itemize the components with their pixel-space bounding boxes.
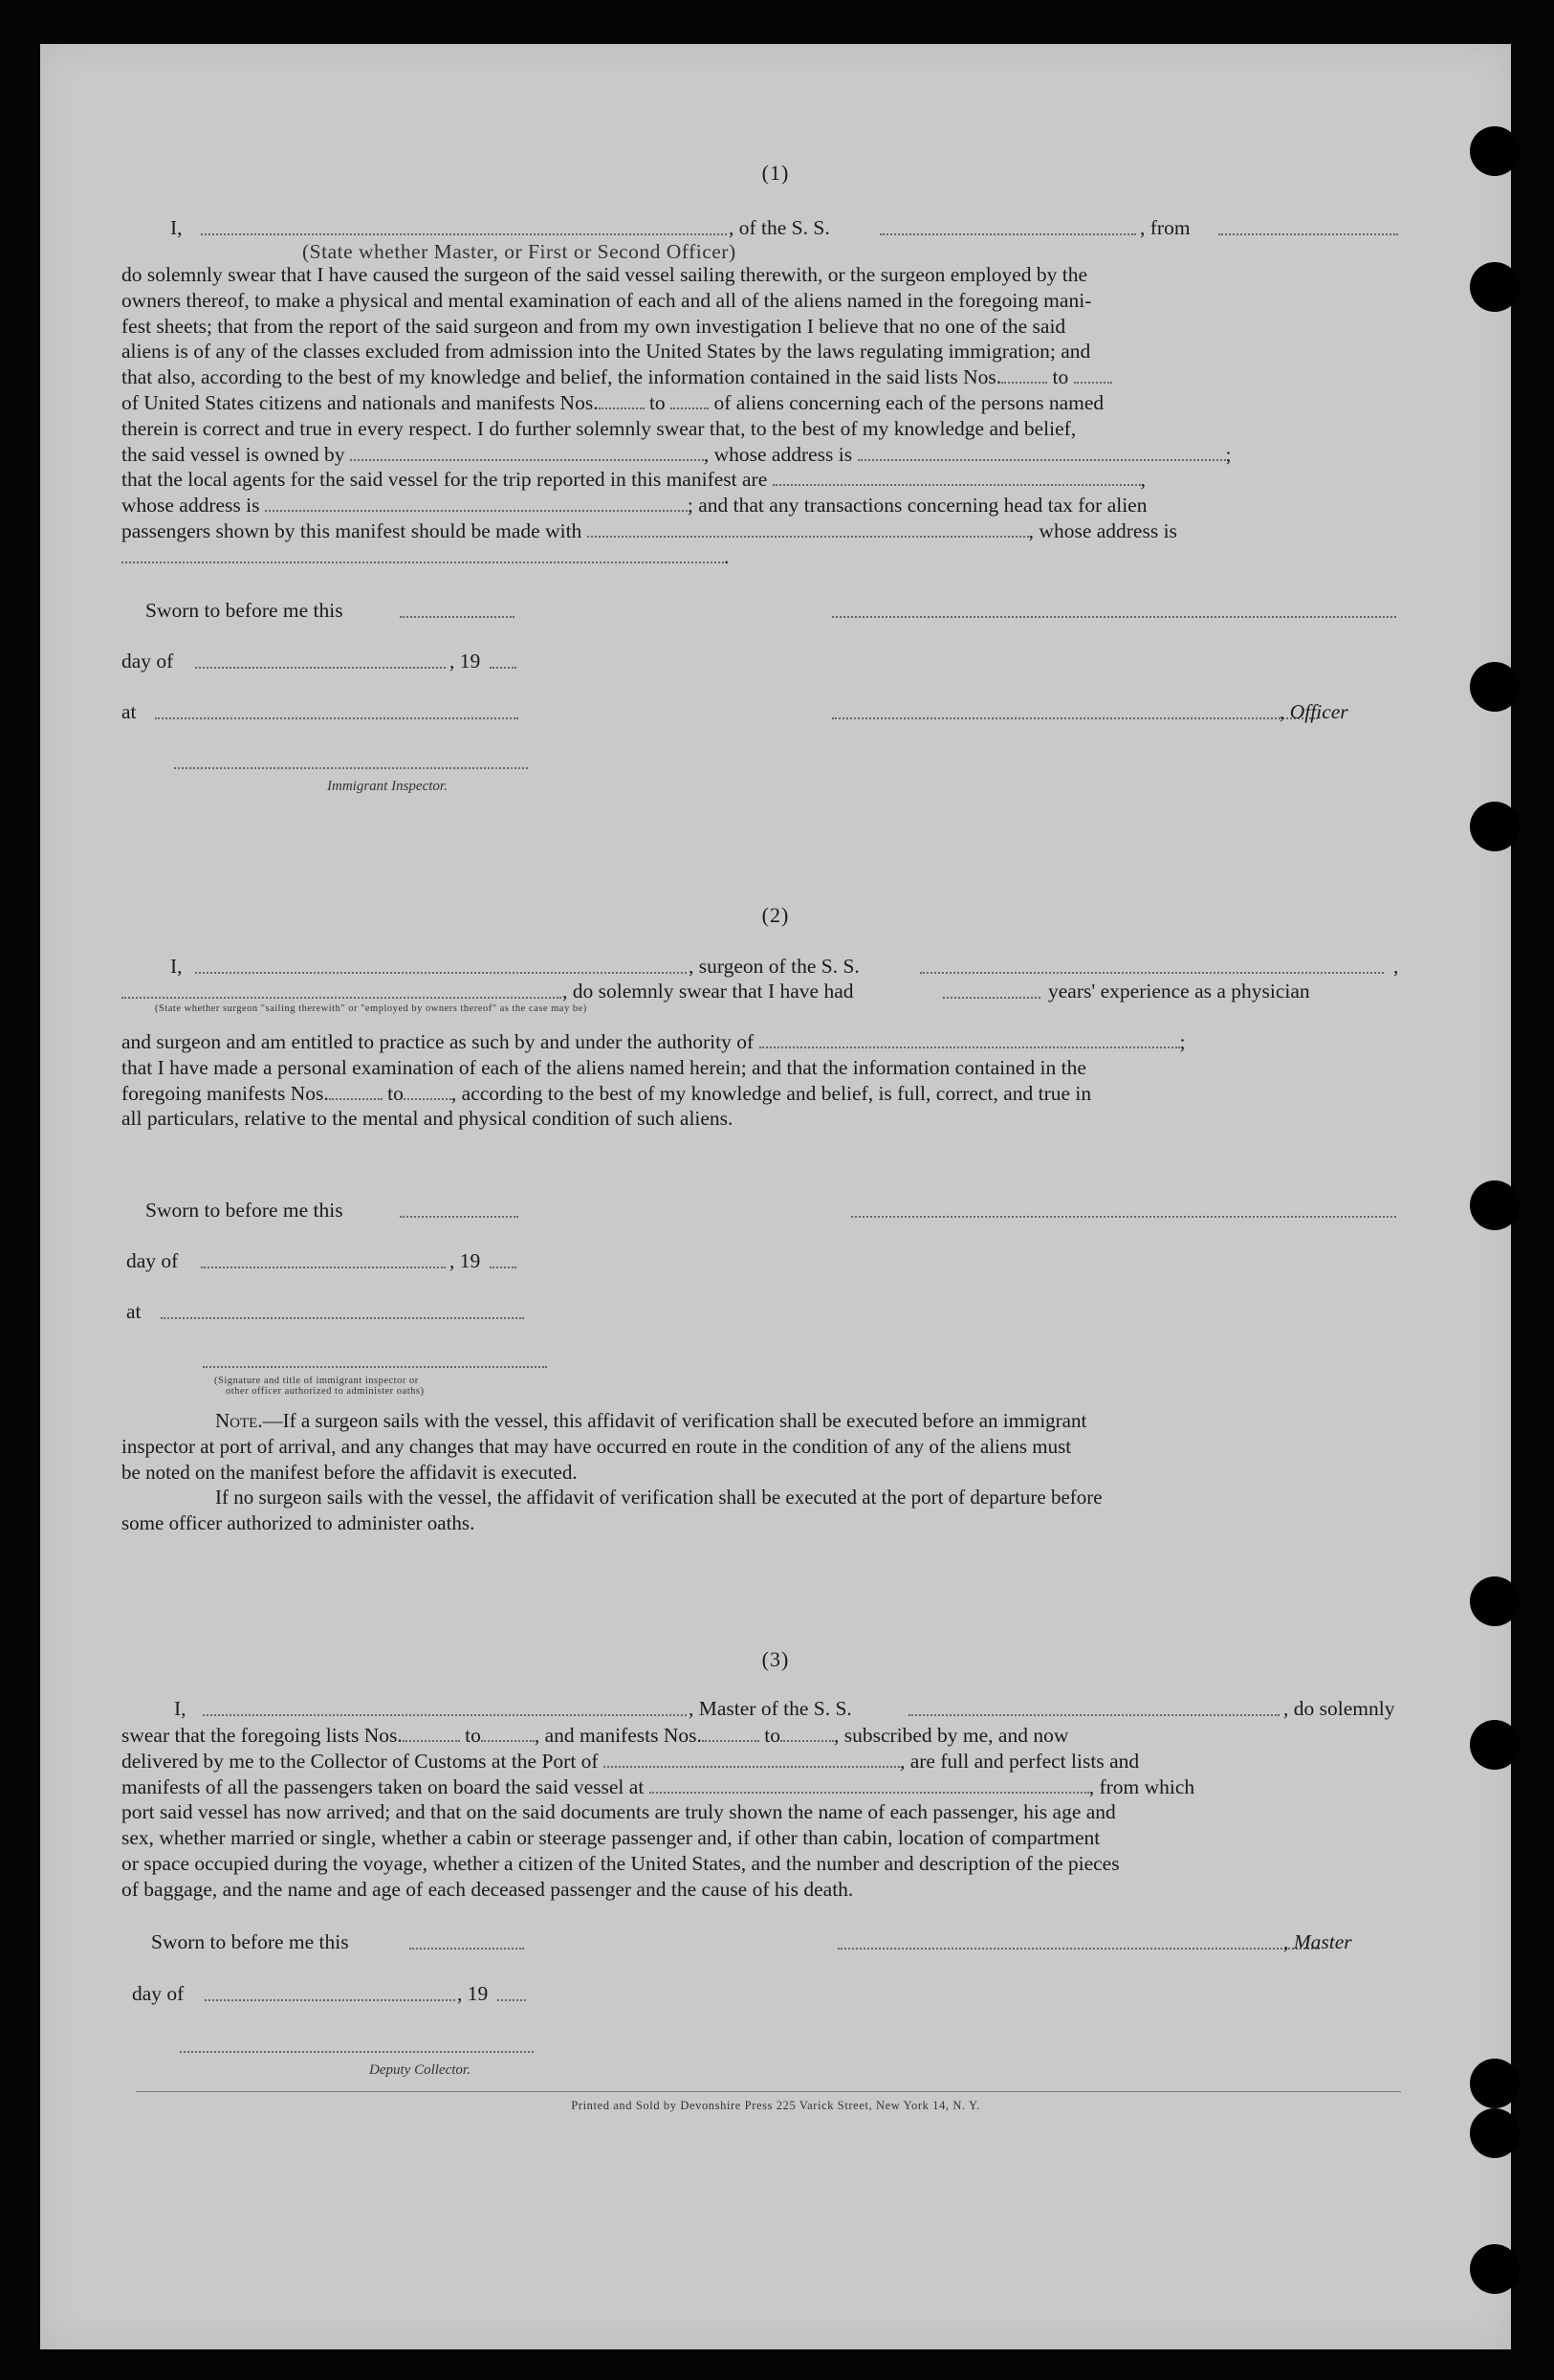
s1-from: , from — [1140, 216, 1191, 239]
s1-manifests-to-field[interactable] — [670, 392, 709, 409]
s2-surgeon-of: , surgeon of the S. S. — [689, 955, 860, 978]
s1-caption: (State whether Master, or First or Second Officer) — [302, 240, 736, 263]
footer-divider — [136, 2091, 1401, 2092]
s2-line: all particulars, relative to the mental and physical condition of such aliens. — [121, 1107, 733, 1131]
s2-sworn-date-field[interactable] — [400, 1216, 518, 1218]
s2-manifests-to-field[interactable] — [404, 1083, 451, 1100]
s1-line: whose address is — [121, 494, 260, 518]
s3-opening: I, — [174, 1697, 186, 1720]
s3-line: delivered by me to the Collector of Customs at the Port of — [121, 1749, 599, 1773]
s2-manifests-from-field[interactable] — [329, 1083, 383, 1100]
s1-agents-field[interactable] — [773, 469, 1141, 486]
s3-year-field[interactable] — [497, 1999, 526, 2001]
s1-line: passengers shown by this manifest should be made with — [121, 518, 582, 542]
s2-note-line: inspector at port of arrival, and any changes that may have occurred en route in the condition of any of the aliens must — [121, 1434, 1072, 1458]
s1-at-field[interactable] — [155, 717, 518, 719]
s1-whose-address: , whose address is — [703, 442, 853, 466]
s3-subscribed: , subscribed by me, and now — [833, 1724, 1069, 1747]
s2-at: at — [126, 1300, 142, 1323]
s3-lists-from-field[interactable] — [403, 1725, 460, 1742]
s3-manifests-from-field[interactable] — [702, 1725, 759, 1742]
s3-name-field[interactable] — [203, 1714, 687, 1716]
s2-years: years' experience as a physician — [1048, 980, 1310, 1003]
s2-opening: I, — [170, 955, 183, 978]
binder-hole — [1470, 2108, 1520, 2158]
s2-note-line: some officer authorized to administer oaths. — [121, 1511, 475, 1535]
s3-line: manifests of all the passengers taken on board the said vessel at — [121, 1774, 645, 1798]
s2-signature-line[interactable] — [851, 1216, 1396, 1218]
s1-vessel-field[interactable] — [880, 233, 1136, 235]
s2-name-field[interactable] — [195, 972, 687, 974]
s1-officer-field[interactable] — [201, 233, 727, 235]
s1-line: that the local agents for the said vessel for the trip reported in this manifest are — [121, 468, 768, 492]
s1-to: to — [1052, 365, 1069, 389]
s3-port-field[interactable] — [603, 1751, 900, 1768]
s1-head-tax-field[interactable] — [587, 520, 1029, 538]
section-1-number: (1) — [761, 161, 790, 185]
s2-sig-caption-2: other officer authorized to administer oaths) — [226, 1386, 425, 1397]
s2-note-label: Note. — [215, 1409, 263, 1432]
s3-master-of: , Master of the S. S. — [689, 1697, 852, 1720]
s1-officer-label: , Officer — [1280, 700, 1348, 723]
s2-authority-field[interactable] — [759, 1031, 1180, 1048]
binder-hole — [1470, 802, 1520, 851]
s3-line: port said vessel has now arrived; and that on the said documents are truly shown the name of each passenger, his age and — [121, 1800, 1116, 1824]
s1-body: do solemnly swear that I have caused the surgeon of the said vessel sailing therewith, or the surgeon employed by the owners thereof, to make a physical and mental examination of each and all of the aliens named in the foregoing mani- fest sheets; that from the report of the said surgeon and from my own investigation I believe that no one of the said aliens is of any of the classes excluded from admission into the United States by the laws regulating immigration; and that also, according to the best of my knowledge and belief, the information contained in the said lists Nos. to of United States citizens and nationals and manifests Nos. to of aliens concerning each of the persons named therein is correct and true in every respect. I do further solemnly swear that, to the best of my knowledge and belief, the said vessel is owned by , whose address is ; that the local agents for the said vessel for the trip reported in this manifest are , whose address is ; and that any transactions concerning head tax for alien passengers shown by this manifest should be made with , whose address is . — [121, 263, 1232, 568]
s1-at: at — [121, 700, 137, 723]
s1-line: therein is correct and true in every respect. I do further solemnly swear that, to the best of my knowledge and belief, — [121, 416, 1077, 440]
s1-line: do solemnly swear that I have caused the surgeon of the said vessel sailing therewith, or the surgeon employed by the — [121, 263, 1088, 286]
s3-deputy-label: Deputy Collector. — [369, 2062, 471, 2078]
binder-hole — [1470, 662, 1520, 712]
section-3-number: (3) — [761, 1647, 790, 1671]
s1-line: fest sheets; that from the report of the said surgeon and from my own investigation I believe that no one of the said — [121, 314, 1066, 338]
binder-hole — [1470, 1180, 1520, 1230]
s3-line: sex, whether married or single, whether a cabin or steerage passenger and, if other than cabin, location of compartment — [121, 1826, 1101, 1850]
s2-at-field[interactable] — [161, 1317, 524, 1319]
s3-body — [121, 1723, 1400, 1903]
s1-year-field[interactable] — [490, 667, 516, 669]
s2-line: foregoing manifests Nos. — [121, 1081, 329, 1105]
s3-day-of: day of — [132, 1982, 185, 2005]
printer-footer: Printed and Sold by Devonshire Press 225 Varick Street, New York 14, N. Y. — [571, 2099, 980, 2112]
s3-lists-to-field[interactable] — [481, 1725, 535, 1742]
s1-from-field[interactable] — [1218, 233, 1398, 235]
s1-opening: I, — [170, 216, 183, 239]
s2-note — [121, 1408, 1400, 1536]
binder-hole — [1470, 2244, 1520, 2294]
s3-and-manifests: , and manifests Nos. — [534, 1724, 702, 1747]
binder-hole — [1470, 1576, 1520, 1626]
s2-according: , according to the best of my knowledge and belief, is full, correct, and true in — [450, 1081, 1092, 1105]
s3-line: of baggage, and the name and age of each deceased passenger and the cause of his death. — [121, 1877, 854, 1901]
s1-owner-address-field[interactable] — [858, 444, 1226, 461]
s2-day-field[interactable] — [201, 1267, 446, 1268]
s3-sworn: Sworn to before me this — [151, 1930, 349, 1953]
s1-sworn: Sworn to before me this — [145, 599, 343, 622]
s2-swear: , do solemnly swear that I have had — [562, 980, 854, 1003]
s1-head-tax-address-field[interactable] — [121, 546, 724, 563]
s2-year-field[interactable] — [490, 1267, 516, 1268]
s1-line: aliens is of any of the classes excluded from admission into the United States by the laws regulating immigration; and — [121, 340, 1091, 364]
s2-year: , 19 — [449, 1249, 481, 1272]
s3-full-perfect: , are full and perfect lists and — [899, 1749, 1140, 1773]
s1-owner-field[interactable] — [350, 444, 704, 461]
s1-whose-address-end: , whose address is — [1028, 518, 1177, 542]
s1-officer-signature-line[interactable] — [832, 616, 1396, 618]
s2-line: that I have made a personal examination of each of the aliens named herein; and that the information contained in the — [121, 1055, 1086, 1079]
s1-manifests-from-field[interactable] — [599, 392, 645, 409]
s3-to: to — [465, 1724, 481, 1747]
s3-sworn-date-field[interactable] — [409, 1948, 524, 1950]
s2-to: to — [387, 1081, 404, 1105]
s3-do-solemnly: , do solemnly — [1283, 1697, 1395, 1720]
s1-sworn-date-field[interactable] — [400, 616, 514, 618]
s1-day-of: day of — [121, 650, 174, 672]
s1-agents-address-field[interactable] — [265, 495, 688, 512]
s2-sworn: Sworn to before me this — [145, 1199, 343, 1222]
s2-inspector-signature-line[interactable] — [203, 1366, 547, 1368]
binder-hole — [1470, 1720, 1520, 1770]
s3-to: to — [764, 1724, 780, 1747]
manifest-affidavit-page — [40, 44, 1511, 2349]
s1-inspector-label: Immigrant Inspector. — [327, 779, 448, 794]
s3-line: or space occupied during the voyage, whether a citizen of the United States, and the number and description of the pieces — [121, 1851, 1120, 1875]
s2-years-field[interactable] — [943, 997, 1040, 999]
section-2-number: (2) — [761, 903, 790, 927]
s3-vessel-field[interactable] — [908, 1714, 1280, 1716]
s3-line: swear that the foregoing lists Nos. — [121, 1724, 403, 1747]
s2-body: and surgeon and am entitled to practice as such by and under the authority of ; that I have made a personal examination of each of the aliens named herein; and that the information contained in the foregoing manifests Nos. to , according to the best of my knowledge and belief, is full, correct, and true in all particulars, relative to the mental and physical condition of such aliens. — [121, 1030, 1186, 1131]
s3-from-which: , from which — [1088, 1774, 1195, 1798]
s3-master-signature-line[interactable] — [838, 1948, 1320, 1950]
s3-departure-port-field[interactable] — [649, 1776, 1089, 1794]
s1-officer-line[interactable] — [832, 717, 1318, 719]
s1-year: , 19 — [449, 650, 481, 672]
s2-note-line: —If a surgeon sails with the vessel, this affidavit of verification shall be executed before an immigrant — [262, 1409, 1087, 1432]
s2-sailing-field[interactable] — [121, 997, 561, 999]
s2-line: and surgeon and am entitled to practice as such by and under the authority of — [121, 1030, 755, 1053]
s1-of-the-ss: , of the S. S. — [729, 216, 830, 239]
s1-head-tax: ; and that any transactions concerning head tax for alien — [687, 494, 1148, 518]
s3-day-field[interactable] — [205, 1999, 455, 2001]
s2-caption: (State whether surgeon "sailing therewith" or "employed by owners thereof" as the case may be) — [155, 1003, 587, 1014]
s1-inspector-signature-line[interactable] — [174, 767, 528, 769]
s2-vessel-field[interactable] — [920, 972, 1384, 974]
s3-master-label: , Master — [1283, 1930, 1352, 1953]
s3-deputy-signature-line[interactable] — [180, 2051, 534, 2053]
s1-line: owners thereof, to make a physical and mental examination of each and all of the aliens named in the foregoing mani- — [121, 288, 1092, 312]
s2-note-line: be noted on the manifest before the affidavit is executed. — [121, 1460, 578, 1484]
s2-day-of: day of — [126, 1249, 179, 1272]
s1-lists-to-field[interactable] — [1074, 366, 1112, 384]
s1-line: that also, according to the best of my knowledge and belief, the information contained in the said lists Nos. — [121, 365, 1002, 389]
s1-line: the said vessel is owned by — [121, 442, 345, 466]
s2-note-line: If no surgeon sails with the vessel, the affidavit of verification shall be executed at the port of departure before — [215, 1486, 1103, 1510]
s1-to: to — [648, 390, 666, 414]
binder-hole — [1470, 262, 1520, 312]
s2-comma: , — [1393, 955, 1399, 978]
s1-day-field[interactable] — [195, 667, 446, 669]
s3-manifests-to-field[interactable] — [780, 1725, 834, 1742]
s1-of-aliens: of aliens concerning each of the persons named — [713, 390, 1105, 414]
s2-sig-caption-1: (Signature and title of immigrant inspector or — [214, 1376, 419, 1386]
s1-lists-from-field[interactable] — [1001, 366, 1047, 384]
s3-year: , 19 — [457, 1982, 489, 2005]
s1-line: of United States citizens and nationals and manifests Nos. — [121, 390, 599, 414]
